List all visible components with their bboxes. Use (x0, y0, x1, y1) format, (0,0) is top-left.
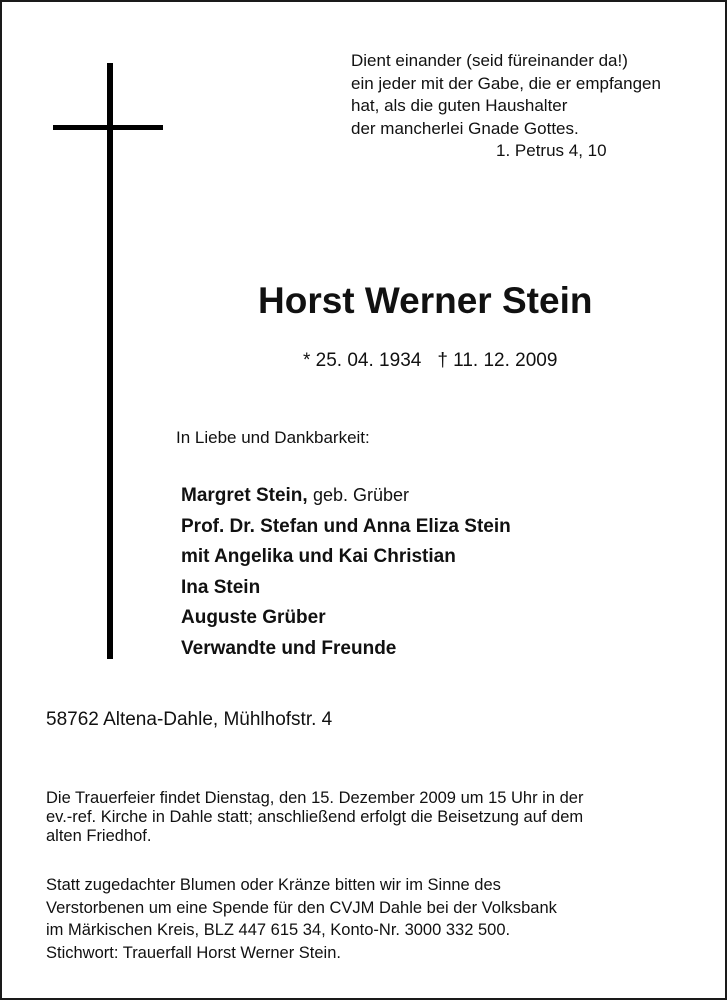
mourner-name: Margret Stein, (181, 485, 308, 506)
funeral-service-info (46, 789, 696, 846)
verse-reference: 1. Petrus 4, 10 (496, 141, 607, 160)
birth-date: * 25. 04. 1934 (303, 350, 422, 371)
deceased-name: Horst Werner Stein (258, 280, 593, 321)
cross-vertical-bar (107, 63, 113, 659)
mourner-line: Ina Stein (181, 576, 261, 598)
cross-horizontal-bar (53, 125, 163, 130)
death-date: † 11. 12. 2009 (437, 350, 558, 371)
mourner-line: Prof. Dr. Stefan und Anna Eliza Stein (181, 515, 511, 537)
mourner-line: Verwandte und Freunde (181, 637, 397, 659)
family-address: 58762 Altena-Dahle, Mühlhofstr. 4 (46, 709, 333, 730)
mourner-line: Auguste Grüber (181, 607, 326, 628)
service-line: alten Friedhof. (46, 827, 152, 845)
verse-line: Dient einander (seid füreinander da!) (351, 51, 628, 70)
verse-line: ein jeder mit der Gabe, die er empfangen (351, 73, 661, 93)
donation-request (46, 874, 696, 964)
verse-line: der mancherlei Gnade Gottes. (351, 118, 579, 138)
bible-verse (351, 50, 661, 163)
donation-line: Stichwort: Trauerfall Horst Werner Stein. (46, 943, 341, 962)
mourner-maiden-name: geb. Grüber (312, 485, 410, 505)
donation-line: Verstorbenen um eine Spende für den CVJM Dahle bei der Volksbank (46, 898, 557, 917)
mourners-list (181, 480, 511, 664)
service-line: Die Trauerfeier findet Dienstag, den 15. Dezember 2009 um 15 Uhr in der (46, 789, 584, 807)
verse-line: hat, als die guten Haushalter (351, 96, 568, 115)
mourner-line (181, 480, 511, 512)
donation-line: im Märkischen Kreis, BLZ 447 615 34, Konto-Nr. 3000 332 500. (46, 921, 511, 939)
mourner-line: mit Angelika und Kai Christian (181, 546, 456, 567)
service-line: ev.-ref. Kirche in Dahle statt; anschließend erfolgt die Beisetzung auf dem (46, 808, 584, 826)
donation-line: Statt zugedachter Blumen oder Kränze bitten wir im Sinne des (46, 876, 501, 894)
mourners-intro: In Liebe und Dankbarkeit: (176, 428, 370, 447)
life-dates (303, 350, 557, 372)
